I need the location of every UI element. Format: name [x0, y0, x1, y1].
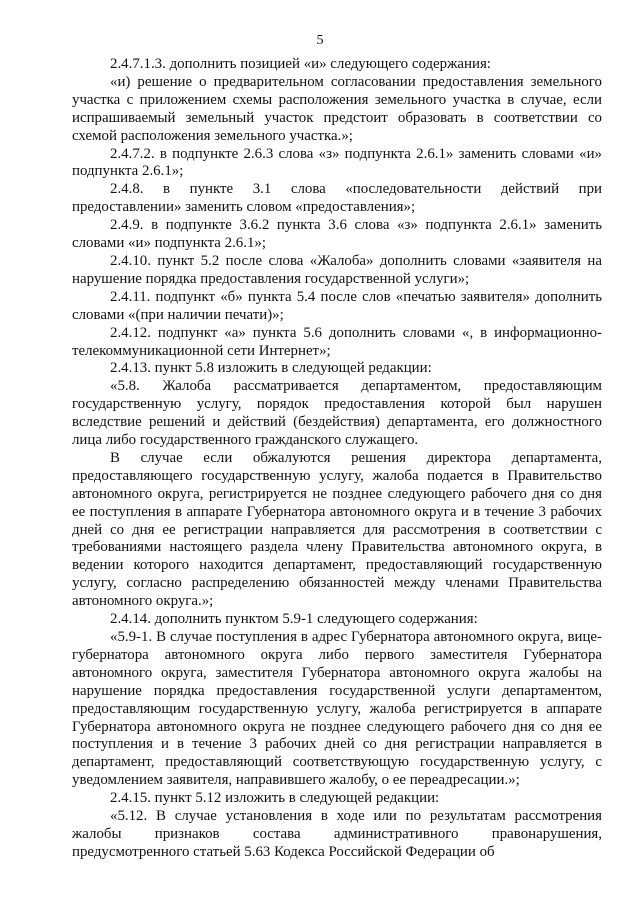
paragraph: 2.4.11. подпункт «б» пункта 5.4 после слов «печатью заявителя» дополнить словами «(при наличии печати)»;: [72, 288, 602, 323]
paragraph: 2.4.12. подпункт «а» пункта 5.6 дополнить словами «, в информационно-телекоммуникационной сети Интернет»;: [72, 324, 602, 359]
paragraph: 2.4.7.1.3. дополнить позицией «и» следующего содержания:: [110, 56, 491, 72]
paragraph: 2.4.14. дополнить пунктом 5.9-1 следующего содержания:: [110, 611, 478, 628]
paragraph: В случае если обжалуются решения директора департамента, предоставляющего государственную услугу, жалоба подается в Правительство автономного округа, регистрируется не позднее следующего рабочего дня со дня ее поступления в аппарате Губернатора автономного округа и в течение 3 рабочих дней со дня ее регистрации направляется для рассмотрения в соответствии с требованиями настоящего раздела члену Правительства автономного округа, в ведении которого находится департамент, предоставляющий государственную услугу, согласно распределению обязанностей между членами Правительства автономного округа.»;: [72, 449, 602, 610]
paragraph: 2.4.8. в пункте 3.1 слова «последовательности действий при предоставлении» заменить словом «предоставления»;: [72, 181, 602, 216]
paragraph: 2.4.10. пункт 5.2 после слова «Жалоба» дополнить словами «заявителя на нарушение порядка предоставления государственной услуги»;: [72, 252, 602, 287]
paragraph: «5.12. В случае установления в ходе или по результатам рассмотрения жалобы признаков состава административного правонарушения, предусмотренного статьей 5.63 Кодекса Российской Федерации об: [72, 808, 602, 860]
page-number: 5: [316, 33, 324, 48]
document-body: [72, 56, 602, 862]
paragraph: 2.4.13. пункт 5.8 изложить в следующей редакции:: [110, 360, 432, 377]
paragraph: 2.4.9. в подпункте 3.6.2 пункта 3.6 слова «з» подпункта 2.6.1» заменить словами «и» подпункта 2.6.1»;: [72, 217, 602, 252]
paragraph: «и) решение о предварительном согласовании предоставления земельного участка с приложением схемы расположения земельного участка в случае, если испрашиваемый земельный участок предстоит образовать в соответствии со схемой расположения земельного участка.»;: [72, 73, 602, 144]
paragraph: 2.4.15. пункт 5.12 изложить в следующей редакции:: [110, 790, 440, 807]
paragraph: 2.4.7.2. в подпункте 2.6.3 слова «з» подпункта 2.6.1» заменить словами «и» подпункта 2.6.1»;: [72, 145, 602, 180]
paragraph: «5.8. Жалоба рассматривается департаментом, предоставляющим государственную услугу, порядок предоставления которой был нарушен вследствие решений и действий (бездействия) департамента, его должностного лица либо государственного гражданского служащего.: [72, 378, 602, 449]
paragraph: «5.9-1. В случае поступления в адрес Губернатора автономного округа, вице-губернатора автономного округа либо первого заместителя Губернатора автономного округа, заместителя Губернатора автономного округа жалобы на нарушение порядка предоставления государственной услуги департаментом, предоставляющим государственную услугу, жалоба регистрируется в аппарате Губернатора автономного округа не позднее следующего рабочего дня со дня ее поступления и в течение 3 рабочих дней со дня регистрации направляется в департамент, предоставляющий соответствующую государственную услугу, с уведомлением заявителя, направившего жалобу, о ее переадресации.»;: [72, 629, 602, 789]
